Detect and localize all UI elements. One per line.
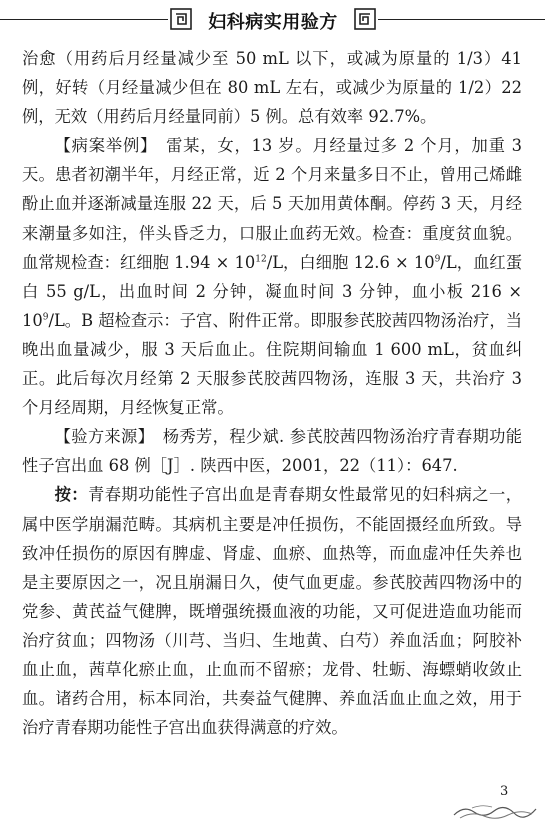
- page-body: [22, 44, 522, 742]
- footer-wave-ornament: [452, 803, 538, 821]
- source-paragraph: [22, 422, 522, 480]
- case-tag: 【病案举例】: [54, 136, 149, 156]
- source-tag: 【验方来源】: [54, 427, 147, 447]
- header-ornament-left: [168, 6, 194, 32]
- case-text-2: /L，白细胞 12.6 × 10: [266, 252, 435, 272]
- header-ornament-right: [352, 6, 378, 32]
- case-text-1: 雷某，女，13 岁。月经量过多 2 个月，加重 3 天。患者初潮半年，月经正常，近 2 个月来量多日不止，曾用己烯雌酚止血并逐渐减量连服 22 天，后 5 天加用黄体酮。停药 3 天，月经来潮量多如注，伴头昏乏力，口服止血药无效。检查：重度贫血貌。血常规检查：红细胞 1.94 × 10: [22, 136, 523, 272]
- header-title: 妇科病实用验方: [208, 12, 338, 33]
- case-exponent-1: 12: [255, 254, 267, 265]
- case-text-4: /L。B 超检查示：子宫、附件正常。即服参芪胶茜四物汤治疗，当晚出血量减少，服 3 天后血止。住院期间输血 1 600 mL，贫血纠正。此后每次月经第 2 天服参芪胶茜四物汤，连服 3 天，共治疗 3 个月经周期，月经恢复正常。: [22, 310, 522, 418]
- case-exponent-2: 9: [434, 254, 441, 265]
- results-paragraph: 治愈（用药后月经量减少至 50 mL 以下，或减为原量的 1/3）41 例，好转（月经量减少但在 80 mL 左右，或减少为原量的 1/2）22 例，无效（用药后月经量同前）5 例。总有效率 92.7%。: [22, 49, 522, 127]
- note-label: 按：: [54, 485, 89, 505]
- source-text: 杨秀芳，程少斌. 参芪胶茜四物汤治疗青春期功能性子宫出血 68 例［J］. 陕西中医，2001，22（11）：647.: [22, 427, 522, 476]
- page-number: 3: [500, 784, 509, 799]
- note-text: 青春期功能性子宫出血是青春期女性最常见的妇科病之一，属中医学崩漏范畴。其病机主要是冲任损伤，不能固摄经血所致。导致冲任损伤的原因有脾虚、肾虚、血瘀、血热等，而血虚冲任失养也是主要原因之一，况且崩漏日久，使气血更虚。参芪胶茜四物汤中的党参、黄芪益气健脾，既增强统摄血液的功能，又可促进造血功能而治疗贫血；四物汤（川芎、当归、生地黄、白芍）养血活血；阿胶补血止血，茜草化瘀止血，止血而不留瘀；龙骨、牡蛎、海螵蛸收敛止血。诸药合用，标本同治，共奏益气健脾、养血活血止血之效，用于治疗青春期功能性子宫出血获得满意的疗效。: [22, 485, 522, 738]
- header-rule-left: [0, 19, 168, 20]
- case-paragraph: [22, 131, 522, 422]
- note-paragraph: [22, 480, 522, 742]
- case-text-3: /L，血红蛋白 55 g/L，出血时间 2 分钟，凝血时间 3 分钟，血小板 216 × 10: [22, 252, 523, 330]
- case-exponent-3: 9: [42, 312, 49, 323]
- running-header: [0, 0, 545, 44]
- header-rule-right: [378, 19, 545, 20]
